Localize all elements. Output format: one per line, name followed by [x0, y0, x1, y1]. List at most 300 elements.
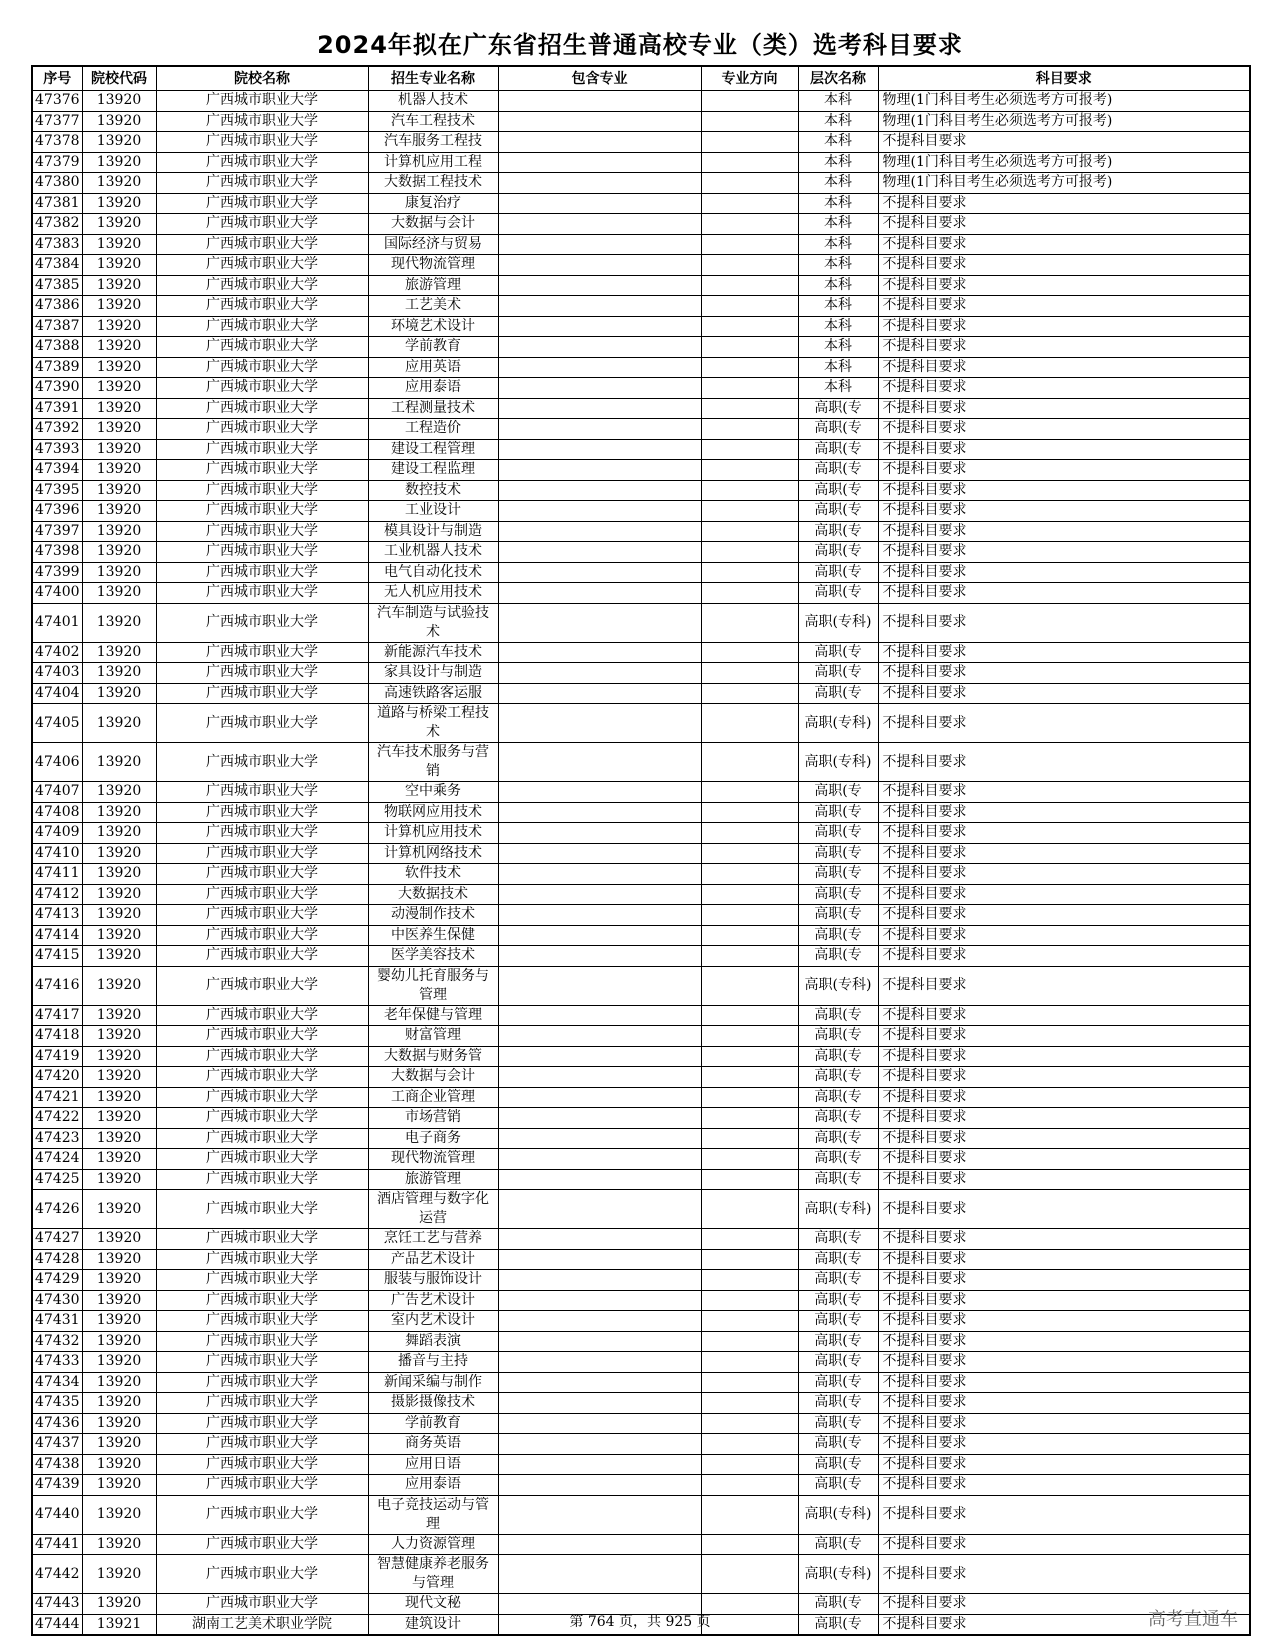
cell-subject-requirement: 不提科目要求 — [878, 419, 1250, 440]
cell-school-code: 13920 — [82, 1108, 156, 1129]
cell-included-majors — [498, 480, 701, 501]
cell-level: 高职(专 — [798, 1128, 878, 1149]
cell-level: 高职(专 — [798, 1087, 878, 1108]
cell-level: 高职(专 — [798, 1026, 878, 1047]
table-row — [32, 1046, 1250, 1067]
cell-seq: 47391 — [32, 398, 82, 419]
cell-included-majors — [498, 275, 701, 296]
cell-included-majors — [498, 1128, 701, 1149]
cell-major-direction — [701, 542, 798, 563]
cell-seq: 47421 — [32, 1087, 82, 1108]
table-row — [32, 1475, 1250, 1496]
cell-level: 本科 — [798, 91, 878, 112]
cell-subject-requirement: 不提科目要求 — [878, 398, 1250, 419]
cell-seq: 47399 — [32, 562, 82, 583]
table-row — [32, 1169, 1250, 1190]
cell-seq: 47405 — [32, 704, 82, 743]
cell-subject-requirement: 不提科目要求 — [878, 823, 1250, 844]
cell-school-name: 广西城市职业大学 — [156, 1290, 368, 1311]
cell-major-name: 计算机网络技术 — [368, 843, 498, 864]
table-row — [32, 562, 1250, 583]
cell-subject-requirement: 不提科目要求 — [878, 743, 1250, 782]
cell-major-name: 计算机应用技术 — [368, 823, 498, 844]
cell-subject-requirement: 不提科目要求 — [878, 1534, 1250, 1555]
cell-seq: 47428 — [32, 1249, 82, 1270]
header-level: 层次名称 — [798, 66, 878, 91]
cell-subject-requirement: 不提科目要求 — [878, 1067, 1250, 1088]
table-row — [32, 583, 1250, 604]
cell-seq: 47413 — [32, 905, 82, 926]
cell-included-majors — [498, 255, 701, 276]
cell-major-direction — [701, 823, 798, 844]
cell-level: 高职(专 — [798, 663, 878, 684]
cell-included-majors — [498, 1087, 701, 1108]
cell-included-majors — [498, 1005, 701, 1026]
cell-level: 高职(专 — [798, 1372, 878, 1393]
cell-seq: 47379 — [32, 152, 82, 173]
cell-subject-requirement: 不提科目要求 — [878, 1149, 1250, 1170]
cell-major-name: 汽车技术服务与营销 — [368, 743, 498, 782]
cell-included-majors — [498, 316, 701, 337]
cell-school-name: 广西城市职业大学 — [156, 521, 368, 542]
cell-school-code: 13920 — [82, 1046, 156, 1067]
requirements-table — [31, 65, 1251, 1636]
cell-major-direction — [701, 255, 798, 276]
cell-major-name: 新能源汽车技术 — [368, 642, 498, 663]
cell-included-majors — [498, 663, 701, 684]
cell-school-name: 广西城市职业大学 — [156, 1454, 368, 1475]
cell-major-name: 汽车制造与试验技术 — [368, 603, 498, 642]
cell-major-direction — [701, 111, 798, 132]
cell-major-name: 应用泰语 — [368, 1475, 498, 1496]
cell-level: 高职(专科) — [798, 1495, 878, 1534]
cell-school-name: 湖南工艺美术职业学院 — [156, 1614, 368, 1635]
table-row — [32, 1393, 1250, 1414]
cell-school-name: 广西城市职业大学 — [156, 296, 368, 317]
cell-subject-requirement: 不提科目要求 — [878, 1475, 1250, 1496]
cell-level: 高职(专 — [798, 642, 878, 663]
cell-included-majors — [498, 1026, 701, 1047]
cell-school-code: 13920 — [82, 1067, 156, 1088]
cell-major-name: 建设工程管理 — [368, 439, 498, 460]
cell-major-name: 人力资源管理 — [368, 1534, 498, 1555]
cell-subject-requirement: 不提科目要求 — [878, 905, 1250, 926]
cell-seq: 47442 — [32, 1555, 82, 1594]
table-row — [32, 480, 1250, 501]
cell-school-name: 广西城市职业大学 — [156, 1149, 368, 1170]
table-row — [32, 214, 1250, 235]
cell-major-name: 建筑设计 — [368, 1614, 498, 1635]
cell-major-direction — [701, 663, 798, 684]
cell-included-majors — [498, 1249, 701, 1270]
cell-subject-requirement: 不提科目要求 — [878, 255, 1250, 276]
cell-subject-requirement: 不提科目要求 — [878, 642, 1250, 663]
table-row — [32, 419, 1250, 440]
cell-major-direction — [701, 1434, 798, 1455]
header-major-direction: 专业方向 — [701, 66, 798, 91]
cell-level: 高职(专 — [798, 1434, 878, 1455]
cell-level: 本科 — [798, 255, 878, 276]
cell-seq: 47411 — [32, 864, 82, 885]
cell-subject-requirement: 不提科目要求 — [878, 1413, 1250, 1434]
cell-major-name: 大数据与会计 — [368, 1067, 498, 1088]
cell-major-direction — [701, 521, 798, 542]
cell-level: 高职(专科) — [798, 1190, 878, 1229]
cell-level: 本科 — [798, 357, 878, 378]
cell-seq: 47393 — [32, 439, 82, 460]
cell-major-name: 工程测量技术 — [368, 398, 498, 419]
cell-subject-requirement: 不提科目要求 — [878, 1331, 1250, 1352]
cell-major-direction — [701, 296, 798, 317]
cell-seq: 47402 — [32, 642, 82, 663]
cell-seq: 47398 — [32, 542, 82, 563]
cell-major-name: 数控技术 — [368, 480, 498, 501]
cell-school-code: 13920 — [82, 1270, 156, 1291]
cell-school-code: 13920 — [82, 132, 156, 153]
cell-school-name: 广西城市职业大学 — [156, 683, 368, 704]
cell-major-name: 高速铁路客运服 — [368, 683, 498, 704]
cell-major-name: 计算机应用工程 — [368, 152, 498, 173]
cell-school-code: 13920 — [82, 398, 156, 419]
cell-seq: 47431 — [32, 1311, 82, 1332]
cell-school-name: 广西城市职业大学 — [156, 398, 368, 419]
cell-level: 本科 — [798, 378, 878, 399]
cell-school-name: 广西城市职业大学 — [156, 905, 368, 926]
cell-school-code: 13920 — [82, 542, 156, 563]
cell-school-code: 13920 — [82, 1249, 156, 1270]
cell-major-name: 无人机应用技术 — [368, 583, 498, 604]
cell-major-name: 中医养生保健 — [368, 925, 498, 946]
cell-seq: 47395 — [32, 480, 82, 501]
cell-major-name: 市场营销 — [368, 1108, 498, 1129]
cell-seq: 47415 — [32, 946, 82, 967]
cell-major-direction — [701, 1149, 798, 1170]
cell-level: 高职(专 — [798, 521, 878, 542]
cell-major-direction — [701, 419, 798, 440]
cell-school-name: 广西城市职业大学 — [156, 439, 368, 460]
cell-major-name: 家具设计与制造 — [368, 663, 498, 684]
table-row — [32, 1434, 1250, 1455]
table-row — [32, 864, 1250, 885]
table-row — [32, 501, 1250, 522]
cell-major-direction — [701, 1270, 798, 1291]
cell-school-code: 13920 — [82, 357, 156, 378]
cell-school-code: 13920 — [82, 704, 156, 743]
cell-included-majors — [498, 1413, 701, 1434]
cell-level: 高职(专 — [798, 439, 878, 460]
cell-major-direction — [701, 1108, 798, 1129]
cell-major-direction — [701, 843, 798, 864]
cell-school-code: 13920 — [82, 642, 156, 663]
cell-level: 高职(专科) — [798, 743, 878, 782]
cell-level: 本科 — [798, 173, 878, 194]
cell-major-direction — [701, 275, 798, 296]
cell-subject-requirement: 不提科目要求 — [878, 1393, 1250, 1414]
cell-included-majors — [498, 1352, 701, 1373]
cell-major-direction — [701, 1005, 798, 1026]
cell-major-name: 财富管理 — [368, 1026, 498, 1047]
cell-subject-requirement: 不提科目要求 — [878, 521, 1250, 542]
cell-subject-requirement: 不提科目要求 — [878, 1614, 1250, 1635]
cell-included-majors — [498, 603, 701, 642]
cell-major-direction — [701, 152, 798, 173]
cell-seq: 47420 — [32, 1067, 82, 1088]
cell-subject-requirement: 不提科目要求 — [878, 460, 1250, 481]
cell-major-direction — [701, 925, 798, 946]
cell-subject-requirement: 不提科目要求 — [878, 542, 1250, 563]
cell-included-majors — [498, 1229, 701, 1250]
cell-seq: 47416 — [32, 966, 82, 1005]
table-row — [32, 316, 1250, 337]
cell-level: 本科 — [798, 234, 878, 255]
cell-major-name: 服装与服饰设计 — [368, 1270, 498, 1291]
cell-school-code: 13920 — [82, 843, 156, 864]
table-header-row — [32, 66, 1250, 91]
cell-school-code: 13920 — [82, 966, 156, 1005]
table-row — [32, 1087, 1250, 1108]
cell-school-name: 广西城市职业大学 — [156, 1169, 368, 1190]
cell-seq: 47383 — [32, 234, 82, 255]
cell-school-code: 13920 — [82, 1311, 156, 1332]
cell-subject-requirement: 不提科目要求 — [878, 966, 1250, 1005]
cell-level: 高职(专 — [798, 1534, 878, 1555]
cell-major-direction — [701, 1413, 798, 1434]
cell-school-code: 13920 — [82, 683, 156, 704]
table-row — [32, 542, 1250, 563]
cell-school-code: 13920 — [82, 1026, 156, 1047]
cell-major-direction — [701, 1087, 798, 1108]
cell-included-majors — [498, 378, 701, 399]
cell-school-code: 13920 — [82, 1434, 156, 1455]
cell-major-direction — [701, 398, 798, 419]
table-row — [32, 884, 1250, 905]
table-row — [32, 843, 1250, 864]
cell-included-majors — [498, 1372, 701, 1393]
cell-level: 高职(专 — [798, 802, 878, 823]
cell-school-code: 13920 — [82, 1290, 156, 1311]
cell-school-name: 广西城市职业大学 — [156, 562, 368, 583]
cell-included-majors — [498, 802, 701, 823]
cell-school-name: 广西城市职业大学 — [156, 1087, 368, 1108]
cell-level: 本科 — [798, 111, 878, 132]
cell-school-name: 广西城市职业大学 — [156, 501, 368, 522]
cell-major-name: 大数据与会计 — [368, 214, 498, 235]
cell-included-majors — [498, 1475, 701, 1496]
cell-subject-requirement: 不提科目要求 — [878, 1270, 1250, 1291]
cell-seq: 47414 — [32, 925, 82, 946]
cell-included-majors — [498, 111, 701, 132]
cell-school-name: 广西城市职业大学 — [156, 214, 368, 235]
cell-level: 高职(专 — [798, 1290, 878, 1311]
cell-level: 高职(专 — [798, 884, 878, 905]
cell-school-name: 广西城市职业大学 — [156, 704, 368, 743]
cell-school-name: 广西城市职业大学 — [156, 1046, 368, 1067]
cell-subject-requirement: 不提科目要求 — [878, 583, 1250, 604]
cell-level: 高职(专科) — [798, 966, 878, 1005]
cell-major-direction — [701, 1555, 798, 1594]
cell-school-name: 广西城市职业大学 — [156, 1249, 368, 1270]
cell-seq: 47426 — [32, 1190, 82, 1229]
cell-school-name: 广西城市职业大学 — [156, 1270, 368, 1291]
cell-school-code: 13920 — [82, 234, 156, 255]
cell-school-code: 13920 — [82, 663, 156, 684]
cell-major-direction — [701, 946, 798, 967]
cell-school-code: 13920 — [82, 743, 156, 782]
cell-included-majors — [498, 823, 701, 844]
cell-included-majors — [498, 642, 701, 663]
cell-school-name: 广西城市职业大学 — [156, 1190, 368, 1229]
cell-major-direction — [701, 1393, 798, 1414]
table-row — [32, 1005, 1250, 1026]
cell-level: 高职(专 — [798, 1331, 878, 1352]
cell-seq: 47380 — [32, 173, 82, 194]
table-row — [32, 132, 1250, 153]
cell-subject-requirement: 不提科目要求 — [878, 501, 1250, 522]
table-row — [32, 398, 1250, 419]
cell-seq: 47427 — [32, 1229, 82, 1250]
cell-seq: 47408 — [32, 802, 82, 823]
cell-subject-requirement: 不提科目要求 — [878, 1046, 1250, 1067]
cell-school-code: 13920 — [82, 1413, 156, 1434]
cell-seq: 47406 — [32, 743, 82, 782]
cell-school-code: 13921 — [82, 1614, 156, 1635]
cell-seq: 47434 — [32, 1372, 82, 1393]
cell-major-direction — [701, 1454, 798, 1475]
cell-school-name: 广西城市职业大学 — [156, 946, 368, 967]
cell-major-direction — [701, 439, 798, 460]
cell-school-code: 13920 — [82, 1169, 156, 1190]
cell-school-code: 13920 — [82, 1594, 156, 1615]
table-row — [32, 460, 1250, 481]
cell-included-majors — [498, 234, 701, 255]
cell-major-name: 工商企业管理 — [368, 1087, 498, 1108]
brand-watermark: 高考直通车 — [1148, 1609, 1238, 1630]
cell-school-name: 广西城市职业大学 — [156, 925, 368, 946]
cell-included-majors — [498, 173, 701, 194]
cell-school-name: 广西城市职业大学 — [156, 275, 368, 296]
cell-subject-requirement: 不提科目要求 — [878, 275, 1250, 296]
cell-seq: 47388 — [32, 337, 82, 358]
cell-subject-requirement: 不提科目要求 — [878, 1454, 1250, 1475]
cell-subject-requirement: 不提科目要求 — [878, 1372, 1250, 1393]
cell-school-name: 广西城市职业大学 — [156, 1413, 368, 1434]
table-row — [32, 603, 1250, 642]
cell-level: 高职(专 — [798, 562, 878, 583]
cell-school-code: 13920 — [82, 782, 156, 803]
cell-major-name: 康复治疗 — [368, 193, 498, 214]
cell-major-direction — [701, 1475, 798, 1496]
cell-subject-requirement: 不提科目要求 — [878, 1026, 1250, 1047]
cell-school-code: 13920 — [82, 1005, 156, 1026]
table-row — [32, 1372, 1250, 1393]
cell-school-code: 13920 — [82, 214, 156, 235]
cell-seq: 47392 — [32, 419, 82, 440]
cell-included-majors — [498, 843, 701, 864]
cell-seq: 47401 — [32, 603, 82, 642]
page-footer: 第 764 页，共 925 页 — [569, 1614, 711, 1630]
cell-school-name: 广西城市职业大学 — [156, 1005, 368, 1026]
cell-school-name: 广西城市职业大学 — [156, 1128, 368, 1149]
cell-level: 高职(专 — [798, 1352, 878, 1373]
cell-major-name: 新闻采编与制作 — [368, 1372, 498, 1393]
cell-school-code: 13920 — [82, 337, 156, 358]
cell-major-direction — [701, 1495, 798, 1534]
header-seq: 序号 — [32, 66, 82, 91]
table-row — [32, 357, 1250, 378]
cell-school-name: 广西城市职业大学 — [156, 1534, 368, 1555]
cell-subject-requirement: 不提科目要求 — [878, 663, 1250, 684]
cell-seq: 47441 — [32, 1534, 82, 1555]
cell-seq: 47417 — [32, 1005, 82, 1026]
cell-level: 高职(专 — [798, 1005, 878, 1026]
cell-subject-requirement: 不提科目要求 — [878, 480, 1250, 501]
table-row — [32, 521, 1250, 542]
cell-level: 高职(专 — [798, 398, 878, 419]
cell-major-direction — [701, 193, 798, 214]
cell-school-name: 广西城市职业大学 — [156, 255, 368, 276]
cell-subject-requirement: 不提科目要求 — [878, 1555, 1250, 1594]
cell-level: 高职(专 — [798, 542, 878, 563]
cell-level: 高职(专科) — [798, 704, 878, 743]
cell-school-name: 广西城市职业大学 — [156, 864, 368, 885]
table-row — [32, 905, 1250, 926]
cell-major-name: 应用泰语 — [368, 378, 498, 399]
cell-subject-requirement: 不提科目要求 — [878, 214, 1250, 235]
table-row — [32, 1249, 1250, 1270]
table-row — [32, 337, 1250, 358]
table-row — [32, 296, 1250, 317]
cell-major-name: 软件技术 — [368, 864, 498, 885]
cell-seq: 47403 — [32, 663, 82, 684]
cell-level: 本科 — [798, 132, 878, 153]
cell-seq: 47376 — [32, 91, 82, 112]
cell-school-name: 广西城市职业大学 — [156, 234, 368, 255]
cell-level: 本科 — [798, 337, 878, 358]
cell-included-majors — [498, 1495, 701, 1534]
cell-school-code: 13920 — [82, 193, 156, 214]
cell-included-majors — [498, 884, 701, 905]
cell-major-direction — [701, 583, 798, 604]
cell-included-majors — [498, 214, 701, 235]
cell-seq: 47390 — [32, 378, 82, 399]
cell-school-code: 13920 — [82, 1372, 156, 1393]
cell-major-direction — [701, 1534, 798, 1555]
cell-level: 高职(专 — [798, 1475, 878, 1496]
cell-seq: 47387 — [32, 316, 82, 337]
cell-subject-requirement: 不提科目要求 — [878, 562, 1250, 583]
cell-included-majors — [498, 460, 701, 481]
cell-subject-requirement: 不提科目要求 — [878, 1087, 1250, 1108]
cell-seq: 47439 — [32, 1475, 82, 1496]
cell-included-majors — [498, 782, 701, 803]
cell-included-majors — [498, 743, 701, 782]
cell-included-majors — [498, 398, 701, 419]
cell-subject-requirement: 不提科目要求 — [878, 1249, 1250, 1270]
cell-included-majors — [498, 337, 701, 358]
cell-school-name: 广西城市职业大学 — [156, 603, 368, 642]
cell-subject-requirement: 物理(1门科目考生必须选考方可报考) — [878, 91, 1250, 112]
cell-seq: 47394 — [32, 460, 82, 481]
cell-major-direction — [701, 642, 798, 663]
cell-major-name: 空中乘务 — [368, 782, 498, 803]
cell-major-name: 室内艺术设计 — [368, 1311, 498, 1332]
cell-included-majors — [498, 1454, 701, 1475]
cell-major-name: 烹饪工艺与营养 — [368, 1229, 498, 1250]
cell-major-name: 老年保健与管理 — [368, 1005, 498, 1026]
cell-school-name: 广西城市职业大学 — [156, 132, 368, 153]
cell-school-name: 广西城市职业大学 — [156, 193, 368, 214]
cell-school-code: 13920 — [82, 925, 156, 946]
